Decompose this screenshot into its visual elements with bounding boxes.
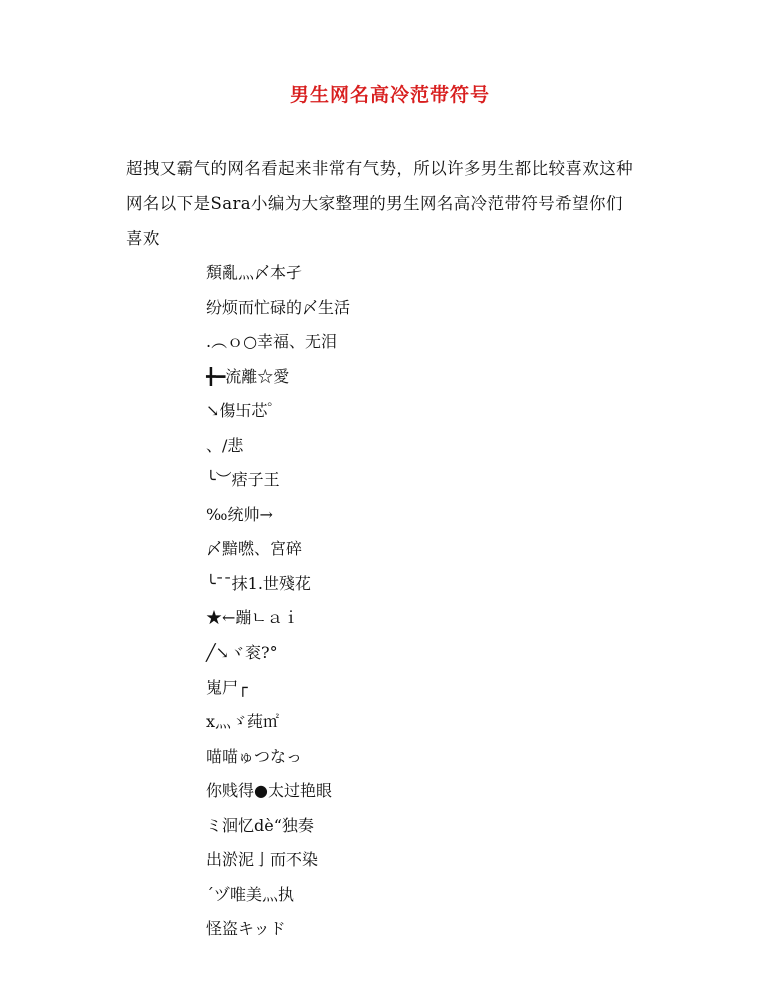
name-item: 、/悲 [206,435,244,455]
name-item: 怪盗キッド [206,919,286,939]
name-item: 喵喵ゅつなっ [206,746,303,766]
name-item: ↘傷卐芯゜ [206,401,284,421]
name-item: ╰︶痞子王 [206,470,280,490]
name-item: 〆黯嘫、宮碎 [206,539,303,559]
name-item: ‰统帅→ [206,504,273,524]
intro-line: 网名以下是Sara小编为大家整理的男生网名高冷范带符号希望你们 [126,194,623,213]
intro-line: 超拽又霸气的网名看起来非常有气势，所以许多男生都比较喜欢这种 [126,159,633,178]
name-item: 纷烦而忙碌的〆生活 [206,297,351,317]
name-item: 出淤泥亅而不染 [206,850,319,870]
name-item: x灬ゞ莼㎡ [206,712,280,732]
intro-line: 喜欢 [126,229,160,248]
name-item: ╱↘ヾ衮?° [206,643,278,663]
name-item: ˊヅ唯美灬执 [206,884,295,904]
intro-paragraph [126,151,666,256]
name-item: ★←蹦ㄴａｉ [206,608,299,628]
name-item: 嵬尸┌ [206,677,248,697]
name-item: 頽亂灬〆本孑 [206,263,303,282]
name-list [206,256,350,947]
name-item: ╰¯¯抹1.世殘花 [206,573,311,593]
name-item: 你贱得●太过艳眼 [206,781,332,801]
document-title: 男生网名高冷范带符号 [289,84,490,106]
name-item: ╋━流離☆愛 [206,366,290,386]
name-item: ミ洄忆dè“独奏 [206,815,314,835]
name-item: .︵ｏ○幸福、无泪 [206,332,338,352]
